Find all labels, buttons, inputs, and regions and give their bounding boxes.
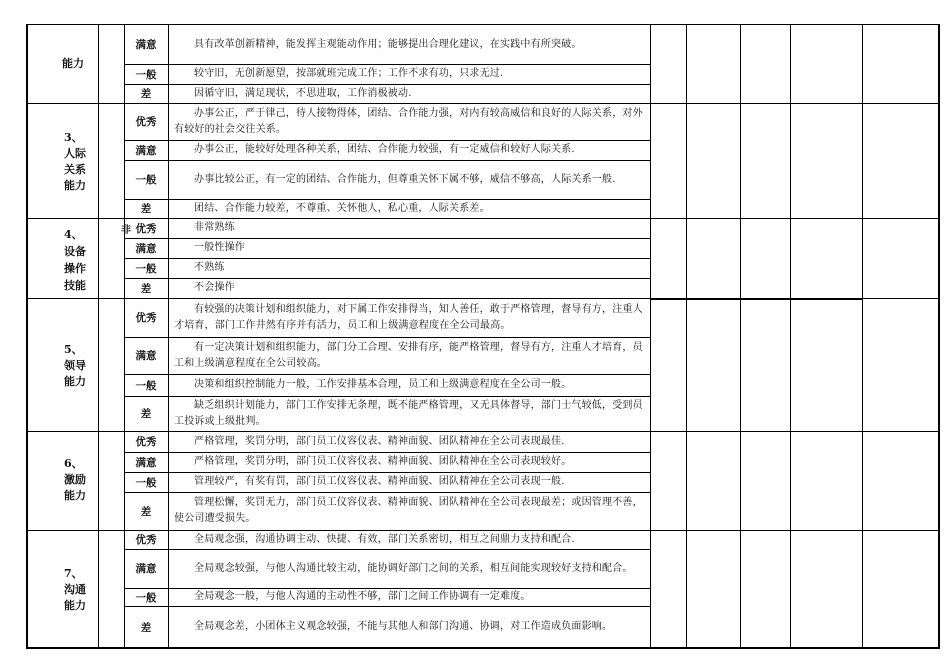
stray-character: 非 <box>121 225 131 236</box>
category-label-line: 7、 <box>64 567 83 580</box>
grade-label: 优秀 <box>135 436 157 448</box>
grade-label: 优秀 <box>135 116 157 128</box>
grade-label: 差 <box>140 203 152 215</box>
category-label <box>64 130 94 194</box>
category-label <box>64 566 94 614</box>
grade-label: 优秀 <box>135 222 157 235</box>
category-label-line: 技能 <box>64 279 86 292</box>
grade-label: 一般 <box>135 68 157 81</box>
category-label-line: 沟通 <box>64 583 86 596</box>
grade-label: 差 <box>140 408 152 420</box>
criterion-description: 缺乏组织计划能力，部门工作安排无条理，既不能严格管理，又无具体督导，部门士气较低，受到员工投诉或上级批判。 <box>174 399 643 427</box>
criterion-description: 办事公正，能较好处理各种关系，团结、合作能力较强，有一定威信和较好人际关系. <box>194 144 575 155</box>
criterion-description: 具有改革创新精神，能发挥主观能动作用；能够提出合理化建议，在实践中有所突破。 <box>194 39 582 50</box>
criterion-description: 全局观念一般，与他人沟通的主动性不够，部门之间工作协调有一定难度。 <box>194 591 531 602</box>
criterion-description: 较守旧，无创新愿望，按部就班完成工作；工作不求有功，只求无过. <box>194 68 504 79</box>
category-label <box>64 226 94 294</box>
criterion-description: 全局观念差，小团体主义观念较强，不能与其他人和部门沟通、协调，对工作造成负面影响。 <box>194 621 613 632</box>
category-label-line: 5、 <box>64 343 83 356</box>
category-label-line: 能力 <box>64 599 86 612</box>
category-label-line: 4、 <box>64 228 83 241</box>
grade-label: 优秀 <box>135 312 157 324</box>
criterion-description: 严格管理，奖罚分明，部门员工仪容仪表、精神面貌、团队精神在全公司表现最佳. <box>194 435 565 447</box>
criterion-description: 一般性操作 <box>194 242 245 253</box>
category-label-line: 能力 <box>64 375 86 388</box>
criterion-description: 管理较严，有奖有罚，部门员工仪容仪表、精神面貌、团队精神在全公司表现一般. <box>194 476 565 487</box>
col-divider-category <box>98 24 99 649</box>
criterion-description: 办事公正，严于律己，待人接物得体，团结、合作能力强，对内有较高威信和良好的人际关系，对外有较好的社会交往关系。 <box>174 107 643 135</box>
grade-label: 一般 <box>135 476 157 489</box>
criterion-description: 全局观念强，沟通协调主动、快捷、有效，部门关系密切，相互之间鼎力支持和配合. <box>194 533 575 545</box>
criterion-description: 因循守旧，满足现状，不思进取，工作消极被动. <box>194 87 412 99</box>
criterion-description: 有一定决策计划和组织能力，部门分工合理、安排有序，能严格管理，督导有方，注重人才培育，员工和上级满意程度在全公司较高。 <box>174 341 643 369</box>
grade-label: 一般 <box>135 174 157 186</box>
criterion-description: 全局观念较强，与他人沟通比较主动，能协调好部门之间的关系，相互间能实现较好支持和配合。 <box>194 562 633 574</box>
category-label-line: 领导 <box>64 359 86 372</box>
criterion-description: 管理松懈，奖罚无力，部门员工仪容仪表、精神面貌、团队精神在全公司表现最差；或因管理不善，使公司遭受损失。 <box>174 497 643 524</box>
criterion-description: 非常熟练 <box>194 222 235 233</box>
category-label-line: 人际 <box>64 147 86 160</box>
category-label-line: 关系 <box>64 163 86 176</box>
grade-label: 差 <box>140 88 152 100</box>
grade-label: 差 <box>140 505 152 518</box>
category-label: 能力 <box>62 57 84 70</box>
grade-label: 优秀 <box>135 534 157 546</box>
category-label-line: 能力 <box>64 179 86 192</box>
col-divider-score4 <box>862 24 863 649</box>
criterion-description: 团结、合作能力较差，不尊重、关怀他人，私心重，人际关系差。 <box>194 202 490 214</box>
grade-label: 差 <box>140 282 152 295</box>
col-divider-description <box>650 24 651 649</box>
grade-label: 满意 <box>135 144 157 157</box>
col-divider-score1 <box>686 24 687 649</box>
category-label <box>64 342 94 390</box>
criterion-description: 不会操作 <box>194 282 235 293</box>
grade-label: 满意 <box>135 563 157 575</box>
criterion-description: 不熟练 <box>194 262 225 273</box>
category-label-line: 设备 <box>64 245 86 258</box>
criterion-description: 有较强的决策计划和组织能力，对下属工作安排得当，知人善任，敢于严格管理，督导有方，注重人才培育，部门工作井然有序并有活力，员工和上级满意程度在全公司最高。 <box>174 304 643 331</box>
category-label-line: 6、 <box>64 457 83 470</box>
criterion-description: 决策和组织控制能力一般，工作安排基本合理，员工和上级满意程度在全公司一般。 <box>194 379 572 390</box>
col-divider-score2 <box>740 24 741 649</box>
grade-label: 满意 <box>135 456 157 469</box>
grade-label: 一般 <box>135 262 157 275</box>
grade-label: 一般 <box>135 379 157 392</box>
category-label-line: 激励 <box>64 473 86 486</box>
criterion-description: 办事比较公正，有一定的团结、合作能力，但尊重关怀下属不够，威信不够高，人际关系一般. <box>194 173 616 185</box>
category-label-line: 能力 <box>64 489 86 502</box>
criterion-description: 严格管理，奖罚分明，部门员工仪容仪表、精神面貌、团队精神在全公司表现较好。 <box>194 456 572 467</box>
category-label-line: 操作 <box>64 262 86 275</box>
grade-label: 一般 <box>135 591 157 604</box>
grade-label: 差 <box>140 621 152 634</box>
grade-label: 满意 <box>135 38 157 51</box>
col-divider-score3 <box>790 24 791 649</box>
category-label-line: 3、 <box>64 131 83 144</box>
grade-label: 满意 <box>135 350 157 362</box>
grade-label: 满意 <box>135 242 157 255</box>
category-label <box>64 456 94 504</box>
